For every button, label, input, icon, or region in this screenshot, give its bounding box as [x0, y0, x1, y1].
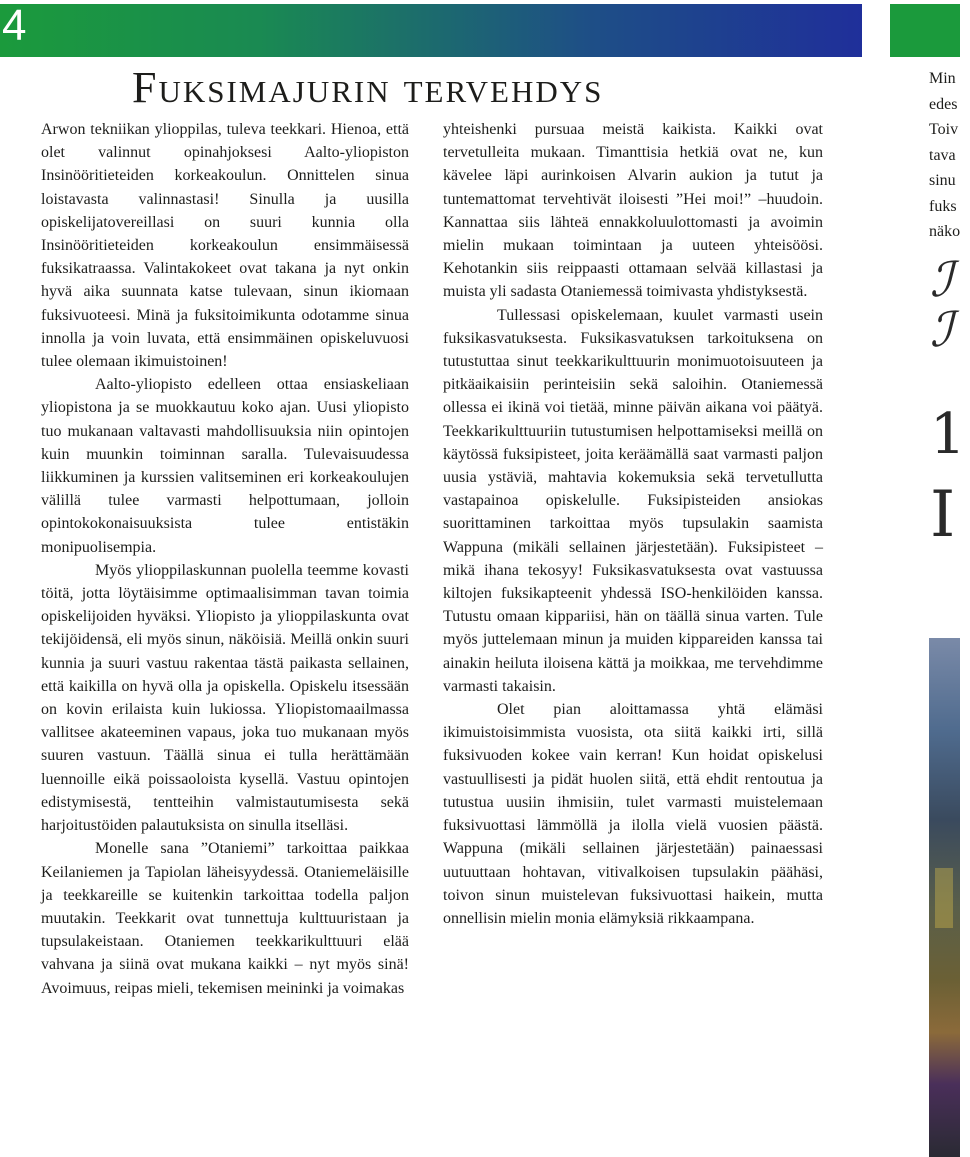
- side-line: Toiv: [929, 121, 959, 138]
- article-column-1: [41, 118, 409, 1000]
- side-line: fuks: [929, 197, 957, 215]
- page-number: 4: [2, 1, 27, 50]
- paragraph: Monelle sana ”Otaniemi” tarkoittaa paikkaa Keilaniemen ja Tapiolan läheisyydessä. Otaniemeläisille ja teekkareille se kuitenkin tarkoittaa todella paljon muutakin. Teekkarit ovat tunnettuja kulttuuristaan ja tupsulakeistaan. Otaniemen teekkarikulttuuri elää vahvana ja siinä ovat mukana kaikki – nyt myös sinä! Avoimuus, reipas mieli, tekemisen meininki ja voimakas: [41, 840, 409, 997]
- portrait-photo-fragment: [929, 638, 960, 1157]
- paragraph: yhteishenki pursuaa meistä kaikista. Kaikki ovat tervetulleita mukaan. Timanttisia hetkiä ovat ne, kun kävelee läpi aurinkoisen Alvarin aukion ja tutut ja tuntemattomat tervehtivät iloisesti ”Hei moi!” –huudoin. Kannattaa siis lähteä ennakkoluulottomasti ja avoimin mielin mukaan toimintaan ja uuteen yhteisöösi. Kehotankin siis reippaasti ottamaan selvää killastasi ja muista yli sadasta Otaniemessä toimivasta yhdistyksestä.: [443, 121, 823, 301]
- large-glyph-fragment: I: [930, 478, 956, 552]
- side-line: sinu: [929, 172, 956, 189]
- paragraph: Tullessasi opiskelemaan, kuulet varmasti usein fuksikasvatuksesta. Fuksikasvatuksen tarkoituksena on tutustuttaa sinut teekkarikulttuurin monimuotoisuuteen ja pitkäaikaisiin perinteisiin sekä saloihin. Otaniemessä ollessa ei ikinä voi tietää, minne päivän aikana voi päätyä. Teekkarikulttuuriin tutustumisen helpottamiseksi meillä on käytössä fuksipisteet, joita keräämällä saat varmasti paljon uusia ystäviä, mahtavia kokemuksia sekä tervetullutta vastapainoa opiskelulle. Fuksipisteiden ansiokas suorittaminen tarkoittaa myös tupsulakin saamista Wappuna (mikäli sellainen järjestetään). Fuksipisteet – mikä ihana tekosyy! Fuksikasvatuksesta ovat vastuussa kiltojen fuksikapteenit yhdessä ISO-henkilöiden kanssa. Tutustu omaan kippariisi, hän on täällä sinua varten. Tule myös juttelemaan minun ja muiden kippareiden kanssa tai ainakin heiluta iloisena kättä ja moikkaa, me tervehdimme varmasti takaisin.: [443, 306, 823, 695]
- script-letter-decoration: ℐ: [930, 252, 953, 308]
- side-line: näko: [929, 223, 961, 240]
- script-letter-decoration: ℐ: [930, 302, 953, 358]
- side-line: edes: [929, 95, 958, 113]
- paragraph: Olet pian aloittamassa yhtä elämäsi ikimuistoisimmista vuosista, ota siitä kaikki irti, sillä fuksivuoden kokee vain kerran! Kun hoidat opiskelusi vastuullisesti ja pidät huolen siitä, että ehdit rentoutua ja tutustua uusiin ihmisiin, tulet varmasti muistelemaan fuksivuottasi lämmöllä ja ilolla vielä vuosien päästä. Wappuna (mikäli sellainen järjestetään) painaessasi uutuuttaan hohtavan, vitivalkoisen tupsulakin päähäsi, toivon sinun muistelevan fuksivuottasi haikein, mutta onnellisin mielin monia elämyksiä rikkaampana.: [443, 701, 823, 927]
- side-line: tava: [929, 146, 956, 164]
- paragraph: Aalto-yliopisto edelleen ottaa ensiaskeliaan yliopistona ja se muokkautuu koko ajan. Uusi yliopisto tuo mukanaan valtavasti mahdollisuuksia niin opintojen kuin muunkin toiminnan saralla. Tulevaisuudessa liikkuminen ja kurssien valitseminen eri korkeakoulujen välillä tulee varmasti helpottumaan, jolloin opintokokonaisuuksista tulee entistäkin monipuolisempia.: [41, 376, 409, 556]
- next-page-header-bar: [890, 4, 960, 57]
- large-glyph-fragment: 1: [930, 402, 966, 467]
- page-title: Fuksimajurin tervehdys: [132, 63, 604, 112]
- article-column-2: [443, 118, 823, 930]
- header-bar: [0, 1, 862, 57]
- next-page-column-fragment: [929, 66, 960, 266]
- paragraph: Arwon tekniikan ylioppilas, tuleva teekkari. Hienoa, että olet valinnut opinahjoksesi Aalto-yliopiston Insinööritieteiden korkeakoulun. Onnittelen sinua loistavasta valinnastasi! Sinulla ja uusilla opiskelijatovereillasi on suuri kunnia olla Insinööritieteiden korkeakoulun ensimmäisessä fuksikatraassa. Valintakokeet ovat takana ja nyt onkin hyvä aika suunnata katse tulevaan, sinun ikiomaan fuksivuoteesi. Minä ja fuksitoimikunta odotamme sinua innolla ja voin luvata, että ensimmäinen opiskeluvuosi tulee olemaan ikimuistoinen!: [41, 121, 409, 371]
- paragraph: Myös ylioppilaskunnan puolella teemme kovasti töitä, jotta löytäisimme optimaalisimman tavan toimia opiskelijoiden hyväksi. Yliopisto ja ylioppilaskunta ovat tekijöidensä, eli myös sinun, näköisiä. Meillä onkin suuri kunnia ja suuri vastuu rakentaa tästä paikasta sellainen, että kaikilla on hyvä olla ja opiskella. Opiskelu itsessään on kovin erilaista kuin lukiossa. Yliopistomaailmassa vallitsee akateeminen vapaus, joka tuo mukanaan myös suuren vastuun. Täällä sinua ei tulla herättämään luennoille eikä poissaoloista kysellä. Vastuu opintojen edistymisestä, tentteihin valmistautumisesta sekä harjoitustöiden palautuksista on sinulla itselläsi.: [41, 561, 409, 835]
- side-line: Min: [929, 70, 956, 87]
